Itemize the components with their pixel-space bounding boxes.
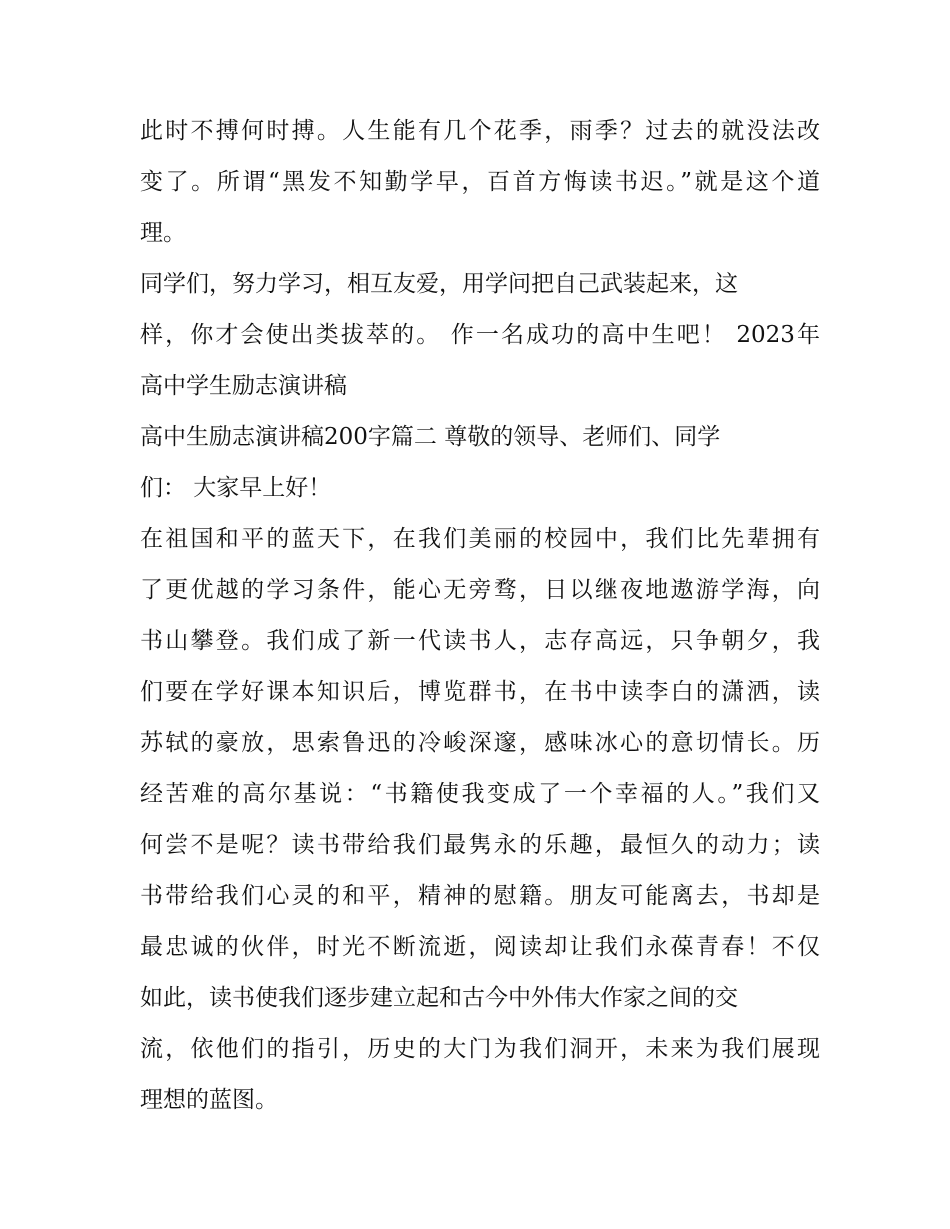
- text-line: 苏轼的豪放，思索鲁迅的冷峻深邃，感味冰心的意切情长。历: [140, 730, 820, 756]
- document-body: [140, 106, 820, 1126]
- text-line: 如此，读书使我们逐步建立起和古今中外伟大作家之间的交: [140, 985, 738, 1011]
- text-line: 理。: [140, 220, 186, 246]
- text-line: 何尝不是呢？读书带给我们最隽永的乐趣，最恒久的动力；读: [140, 832, 820, 858]
- text-line: 同学们，努力学习，相互友爱，用学问把自己武装起来，这: [140, 271, 738, 297]
- text-line: 们要在学好课本知识后，博览群书，在书中读李白的潇洒，读: [140, 679, 820, 705]
- text-line: 高中学生励志演讲稿: [140, 373, 347, 399]
- text-line: 书山攀登。我们成了新一代读书人，志存高远，只争朝夕，我: [140, 628, 820, 654]
- text-line: 最忠诚的伙伴，时光不断流逝，阅读却让我们永葆青春！不仅: [140, 934, 820, 960]
- text-line: 理想的蓝图。: [140, 1087, 278, 1113]
- text-line: 此时不搏何时搏。人生能有几个花季，雨季？过去的就没法改: [140, 118, 820, 144]
- text-line: 书带给我们心灵的和平，精神的慰籍。朋友可能离去，书却是: [140, 883, 820, 909]
- text-line: 变了。所谓“黑发不知勤学早，百首方悔读书迟。”就是这个道: [140, 169, 820, 195]
- text-line: 在祖国和平的蓝天下，在我们美丽的校园中，我们比先辈拥有: [140, 526, 820, 552]
- text-line: 了更优越的学习条件，能心无旁骛，日以继夜地遨游学海，向: [140, 577, 820, 603]
- text-line: 高中生励志演讲稿200字篇二 尊敬的领导、老师们、同学: [140, 424, 721, 450]
- text-line: 们： 大家早上好！: [140, 475, 332, 501]
- text-line: 流，依他们的指引，历史的大门为我们洞开，未来为我们展现: [140, 1036, 820, 1062]
- text-line: 经苦难的高尔基说：“书籍使我变成了一个幸福的人。”我们又: [140, 781, 820, 807]
- text-line: 样，你才会使出类拔萃的。 作一名成功的高中生吧！ 2023年: [140, 322, 820, 348]
